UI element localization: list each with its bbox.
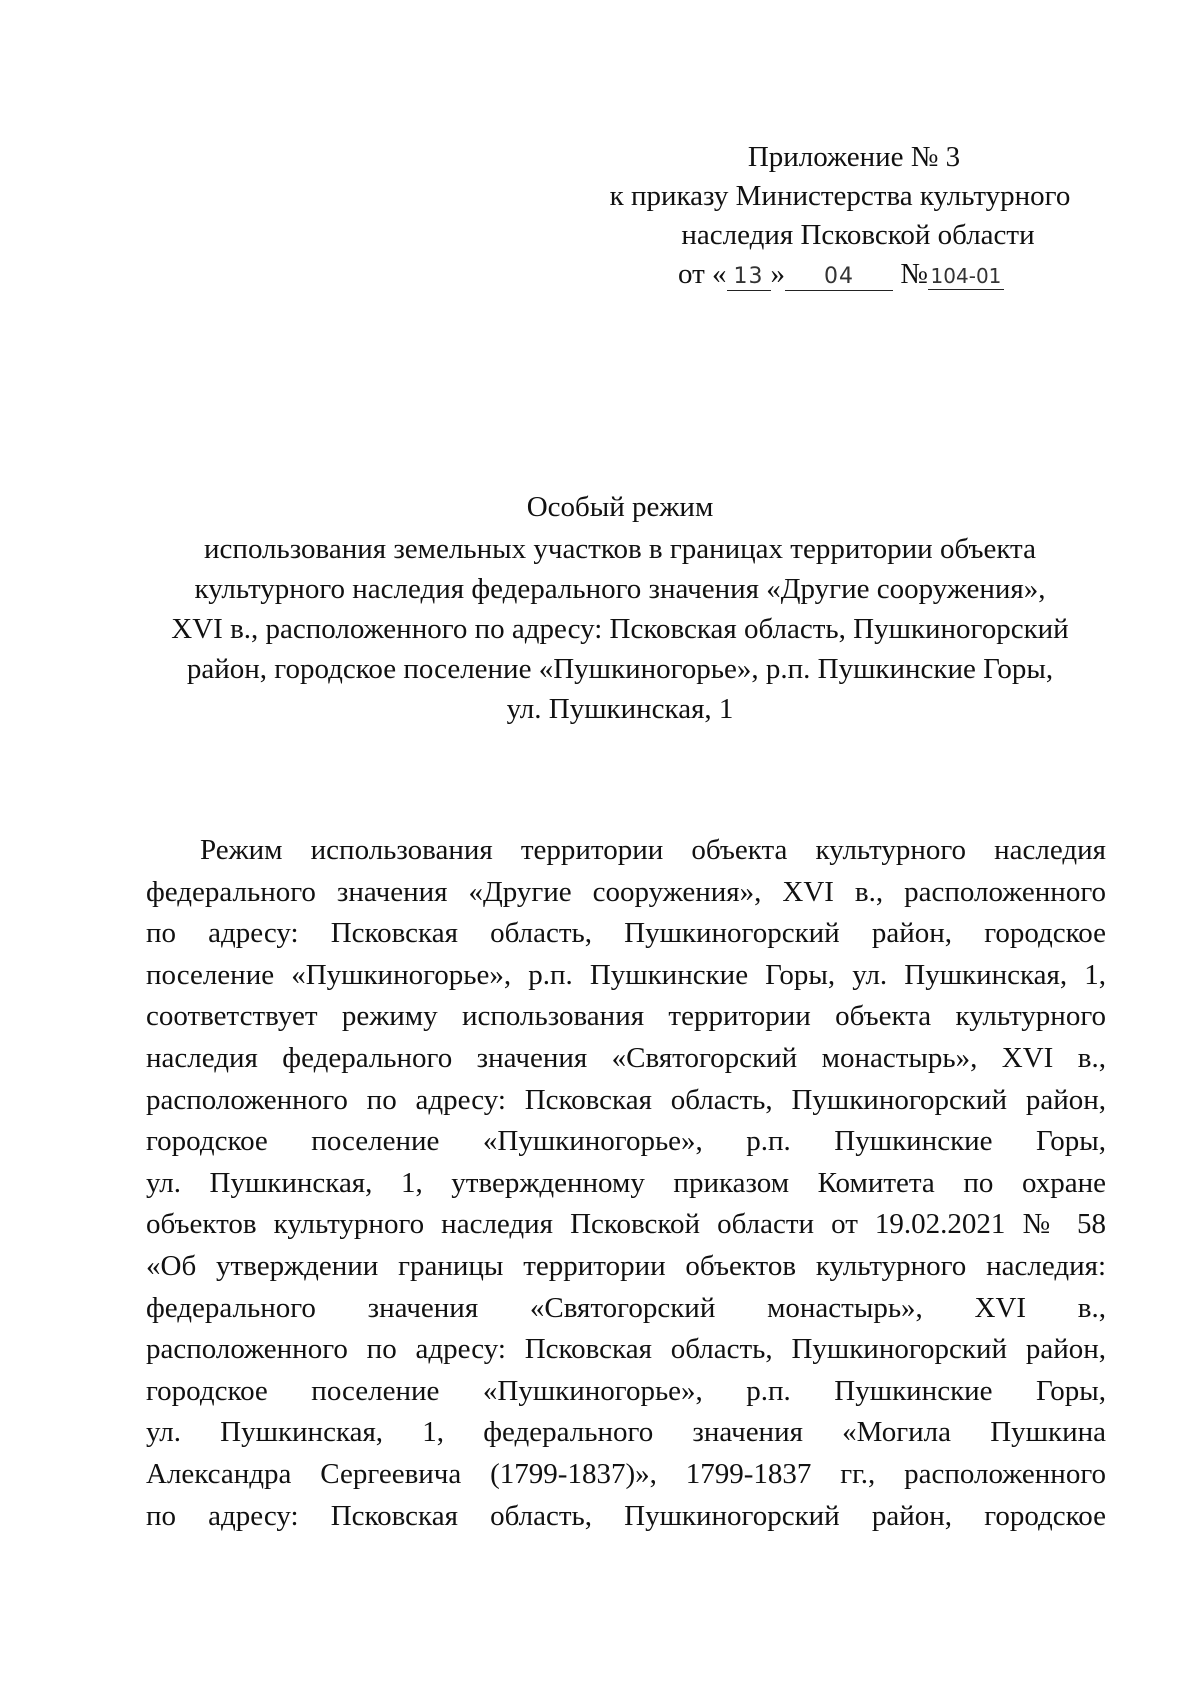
title-line: район, городское поселение «Пушкиногорье», р.п. Пушкинские Горы, — [186, 653, 1054, 685]
number-prefix: № — [900, 258, 928, 290]
date-prefix: от « — [678, 258, 727, 290]
body-line: Режим использования территории объекта культурного наследия — [200, 834, 1106, 866]
title-line: использования земельных участков в границах территории объекта — [204, 533, 1036, 565]
document-title — [140, 487, 1100, 729]
body-line: расположенного по адресу: Псковская область, Пушкиногорский район, — [146, 1333, 1106, 1366]
body-line: наследия федерального значения «Святогорский монастырь», XVI в., — [146, 1041, 1106, 1074]
body-line: ул. Пушкинская, 1, утвержденному приказом Комитета по охране — [146, 1166, 1106, 1199]
date-mid: » — [770, 258, 786, 290]
body-line: соответствует режиму использования территории объекта культурного — [146, 1000, 1106, 1033]
body-line: «Об утверждении границы территории объектов культурного наследия: — [146, 1249, 1106, 1282]
title-line: ул. Пушкинская, 1 — [506, 693, 734, 725]
body-line: поселение «Пушкиногорье», р.п. Пушкинские Горы, ул. Пушкинская, 1, — [146, 958, 1106, 991]
body-line: ул. Пушкинская, 1, федерального значения «Могила Пушкина — [146, 1416, 1106, 1449]
handwritten-order-number: 104-01 — [928, 263, 1004, 290]
handwritten-month: 04 — [785, 264, 893, 291]
body-line: федерального значения «Святогорский монастырь», XVI в., — [146, 1291, 1106, 1324]
body-line: федерального значения «Другие сооружения», XVI в., расположенного — [146, 875, 1106, 908]
appendix-header — [580, 138, 1100, 294]
order-reference: к приказу Министерства культурного — [609, 180, 1071, 212]
body-line: Александра Сергеевича (1799-1837)», 1799-1837 гг., расположенного — [146, 1457, 1106, 1490]
body-line: городское поселение «Пушкиногорье», р.п. Пушкинские Горы, — [146, 1374, 1106, 1407]
body-paragraph — [146, 830, 1106, 1537]
title-line: культурного наследия федерального значения «Другие сооружения», — [194, 573, 1046, 605]
title-line: XVI в., расположенного по адресу: Псковская область, Пушкиногорский — [171, 613, 1069, 645]
order-date-line — [678, 255, 1100, 294]
body-line: городское поселение «Пушкиногорье», р.п. Пушкинские Горы, — [146, 1125, 1106, 1158]
body-line: по адресу: Псковская область, Пушкиногорский район, городское — [146, 1499, 1106, 1532]
ministry-region: наследия Псковской области — [681, 219, 1035, 251]
handwritten-day: 13 — [727, 264, 771, 291]
appendix-number: Приложение № 3 — [747, 141, 961, 173]
body-line: объектов культурного наследия Псковской области от 19.02.2021 № 58 — [146, 1208, 1106, 1241]
title-line: Особый режим — [526, 491, 714, 523]
body-line: расположенного по адресу: Псковская область, Пушкиногорский район, — [146, 1083, 1106, 1116]
body-line: по адресу: Псковская область, Пушкиногорский район, городское — [146, 917, 1106, 950]
